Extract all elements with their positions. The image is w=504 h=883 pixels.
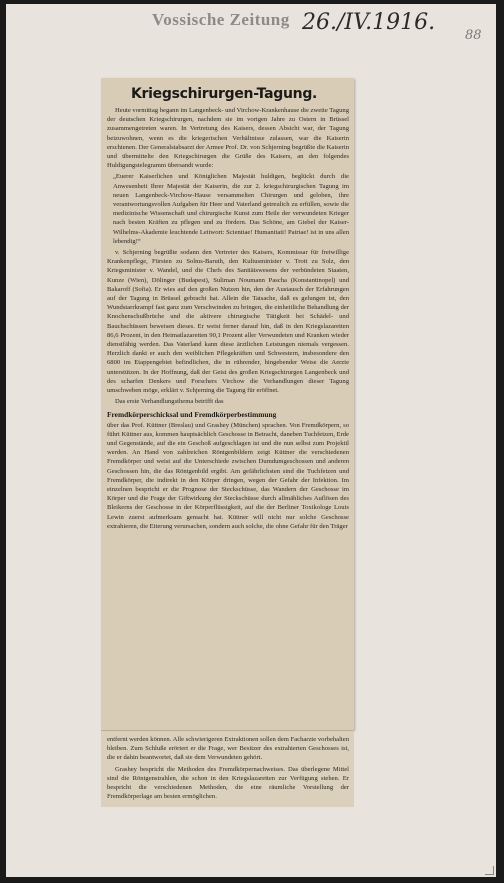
article-paragraph: Das erste Verhandlungsthema betrifft das <box>115 398 224 406</box>
section-heading: Fremdkörperschicksal und Fremdkörperbestimmung <box>107 409 277 419</box>
clipping-content <box>107 86 349 533</box>
article-paragraph: über das Prof. Küttner (Breslau) und Grashey (München) sprachen. Von Fremdkörpern, so führt Küttner aus, kommen hauptsächlich Geschosse in Betracht, daneben Tuchfetzen, Erde und Gegenstände, auf die ein Geschoß aufgeschlagen ist und die nun selbst zum Projektil werden. An Hand von zahlreichen Röntgenbildern zeigt Küttner die verschiedenen Fremdkörper und weist auf die Unterschiede zwischen Dumdumgeschossen und anderen Geschossen hin, die das Röntgenbild ergibt. Am gefährlichsten sind die Tuchfetzen und Fremdkörper, die indirekt in den Körper dringen, wegen der Gefahr der Infektion. Im einzelnen bespricht er die Prognose der Steckschüsse, das Wandern der Geschosse im Körper und die Frage der Giftwirkung der Steckschüsse durch allmähliches Auflösen des Bleikerns der Geschosse in der Körperflüssigkeit, auf die der Berliner Toxikologe Louis Lewin zuerst aufmerksam gemacht hat. Küttner will nicht nur solche Geschosse extrahieren, die Eiterung verursachen, sondern auch solche, die ohne Gefahr für den Träger <box>107 421 349 530</box>
handwritten-date: 26./IV.1916. <box>302 10 436 35</box>
page-number: 88 <box>465 28 482 43</box>
article-paragraph: Heute vormittag begann im Langenbeck- und Virchow-Krankenhause die zweite Tagung der deutschen Kriegschirurgen, nachdem sie im vorigen Jahre zu Ostern in Brüssel zusammengetreten waren. In Vertretung des Kaisers, dessen Absicht war, der Tagung beizuwohnen, wenn es die kriegerischen Verhältnisse zulassen, war die Kaiserin erschienen. Der Generalstabsarzt der Armee Prof. Dr. von Schjerning begrüßte die Kaiserin und übermittelte den Kriegschirurgen die Grüße des Kaisers, an den folgendes Huldigungstelegramm übersandt wurde: <box>107 107 349 170</box>
continuation-content <box>107 735 349 803</box>
continuation-paragraph: Grashey bespricht die Methoden des Fremdkörpernachweises. Das überlegene Mittel sind die Röntgenstrahlen, die schon in den Kriegslazaretten zur Verfügung stehen. Er bespricht die verschiedenen Methoden, die eine räumliche Vorstellung der Fremdkörperlage am besten ermöglichen. <box>107 765 349 801</box>
telegram-quote: „Euerer Kaiserlichen und Königlichen Majestät huldigen, beglückt durch die Anwesenheit Ihrer Majestät der Kaiserin, die zur 2. kriegschirurgischen Tagung im neuen Langenbeck-Virchow-Hause versammelten Chirurgen und geloben, ihre verantwortungsvollen Aufgaben für Heer und Vaterland getreulich zu erfüllen, sowie die medizinische Wissenschaft und chirurgische Kunst zum Heile der verwundeten Krieger nach besten Kräften zu pflegen und zu fördern. Das Schöne, am Giebel der Kaiser-Wilhelms-Akademie leuchtende Leitwort: Scientiae! Humanitati! Patriae! ist in uns allen lebendig!“ <box>113 173 349 245</box>
article-paragraph: v. Schjerning begrüßte sodann den Vertreter des Kaisers, Kommissar für freiwillige Krankenpflege, Fürsten zu Solms-Baruth, den Kultusminister v. Trott zu Solz, den Kriegsminister v. Wandel, und die Chefs des Sanitätswesens der verbündeten Staaten, Kunze (Wien), Dölinger (Budapest), Suliman Noumann Pascha (Konstantinopel) und Bakaroff (Sofia). Er wies auf den großen Nutzen hin, den der Austausch der Erfahrungen auf der Tagung in Brüssel gebracht hat. Allein die Tatsache, daß es gelungen ist, den Wundstarrkrampf fast ganz zum Verschwinden zu bringen, die einheitliche Behandlung der Knochenschußbrüche und die aktivere chirurgische Tätigkeit bei Schädel- und Bauchschüssen beweisen dieses. Er weist ferner darauf hin, daß in den Kriegslazaretten 86,6 Prozent, in den Heimatlazaretten 90,1 Prozent aller Verwundeten und Kranken wieder dienstfähig werden. Das Vaterland kann diese ärztlichen Leistungen niemals vergessen. Herzlich dankt er auch den weiblichen Pflegekräften und Schwestern, insbesondere den 6800 im Etappengebiet befindlichen, die in rührender, hingebender Weise die Aerzte unterstützen. In der Hoffnung, daß der Geist des großen Kriegschirurgen Langenbeck und des scharfen Denkers und Forschers Virchow die Verhandlungen dieser Tagung umschweben möge, erklärt v. Schjerning die Tagung für eröffnet. <box>107 249 349 395</box>
newspaper-masthead: Vossische Zeitung <box>152 10 290 29</box>
newspaper-clipping-continuation <box>101 730 354 807</box>
corner-mark <box>485 866 494 875</box>
continuation-paragraph: entfernt werden können. Alle schwierigeren Extraktionen sollen dem Facharzte vorbehalten bleiben. Zum Schluße erörtert er die Frage, wer Besitzer des extrahierten Geschosses ist, die er dahin beantwortet, daß sie dem Verwundeten gehört. <box>107 736 349 762</box>
article-title: Kriegschirurgen-Tagung. <box>131 86 318 102</box>
newspaper-clipping <box>101 78 354 730</box>
